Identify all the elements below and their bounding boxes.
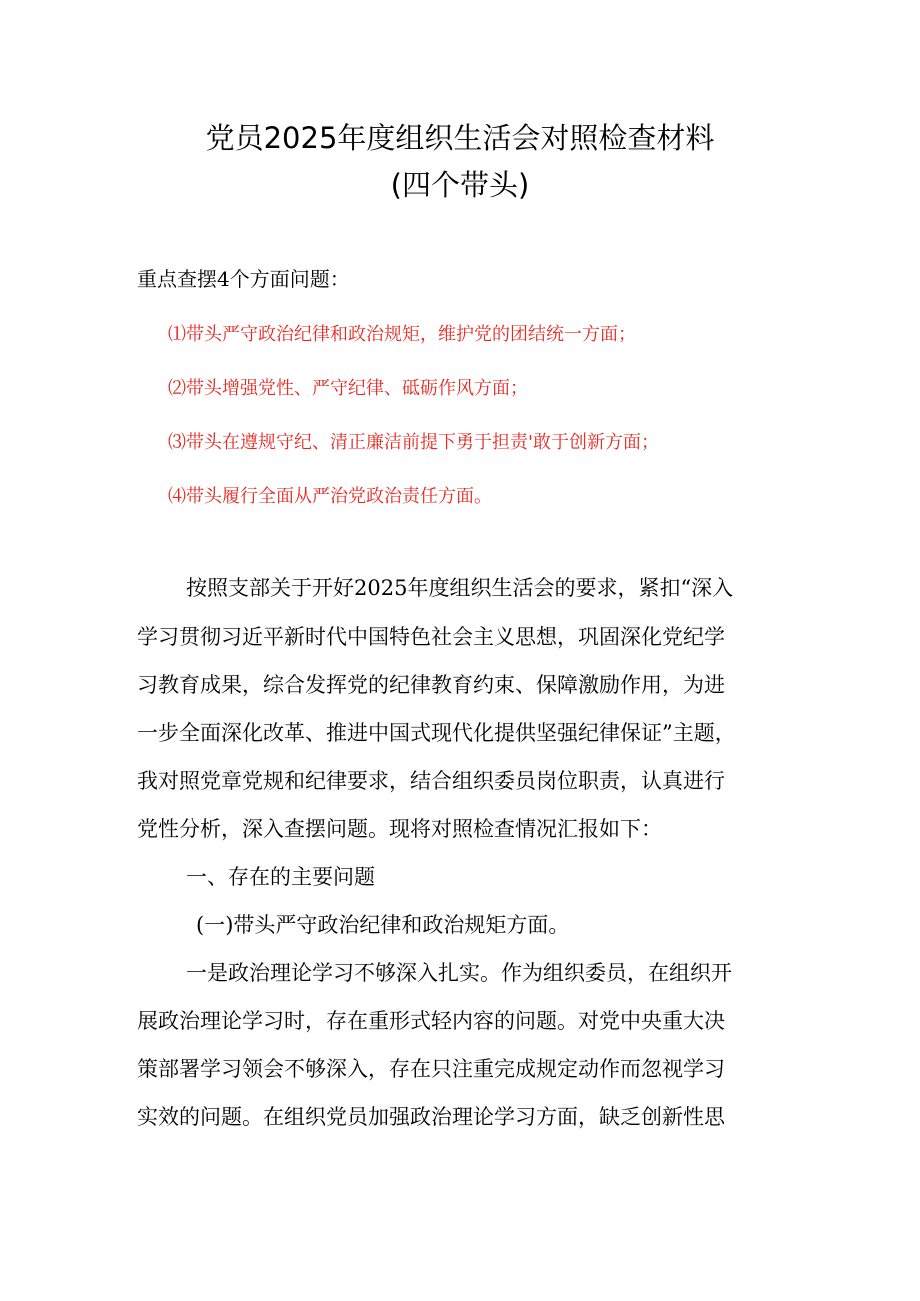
focus-item-3: ⑶带头在遵规守纪、清正廉洁前提下勇于担责'敢于创新方面； (168, 432, 659, 453)
paragraph1-line: 习教育成果，综合发挥党的纪律教育约束、保障激励作用，为进 (137, 673, 725, 697)
paragraph1-line: 党性分析，深入查摆问题。现将对照检查情况汇报如下： (137, 817, 662, 841)
document-subtitle: (四个带头) (390, 168, 530, 202)
document-title: 党员2025年度组织生活会对照检查材料 (205, 121, 715, 155)
focus-item-1: ⑴带头严守政治纪律和政治规矩，维护党的团结统一方面； (168, 324, 636, 345)
intro-text: 重点查摆4个方面问题： (137, 267, 350, 291)
focus-item-2: ⑵带头增强党性、严守纪律、砥砺作风方面； (168, 378, 528, 399)
paragraph1-line: 我对照党章党规和纪律要求，结合组织委员岗位职责，认真进行 (137, 769, 725, 793)
paragraph1-line: 学习贯彻习近平新时代中国特色社会主义思想，巩固深化党纪学 (137, 625, 725, 649)
paragraph1-line: 一步全面深化改革、推进中国式现代化提供坚强纪律保证”主题， (137, 721, 736, 745)
paragraph1-line: 按照支部关于开好2025年度组织生活会的要求，紧扣“深入 (186, 576, 734, 600)
paragraph2-line: 策部署学习领会不够深入，存在只注重完成规定动作而忽视学习 (137, 1057, 725, 1081)
paragraph2-line: 一是政治理论学习不够深入扎实。作为组织委员，在组织开 (186, 961, 732, 985)
paragraph2-line: 展政治理论学习时，存在重形式轻内容的问题。对党中央重大决 (137, 1009, 725, 1033)
focus-item-4: ⑷带头履行全面从严治党政治责任方面。 (168, 486, 492, 507)
section-heading: 一、存在的主要问题 (186, 865, 375, 889)
paragraph2-line: 实效的问题。在组织党员加强政治理论学习方面，缺乏创新性思 (137, 1105, 725, 1129)
subsection-heading: (一)带头严守政治纪律和政治规矩方面。 (196, 913, 570, 937)
